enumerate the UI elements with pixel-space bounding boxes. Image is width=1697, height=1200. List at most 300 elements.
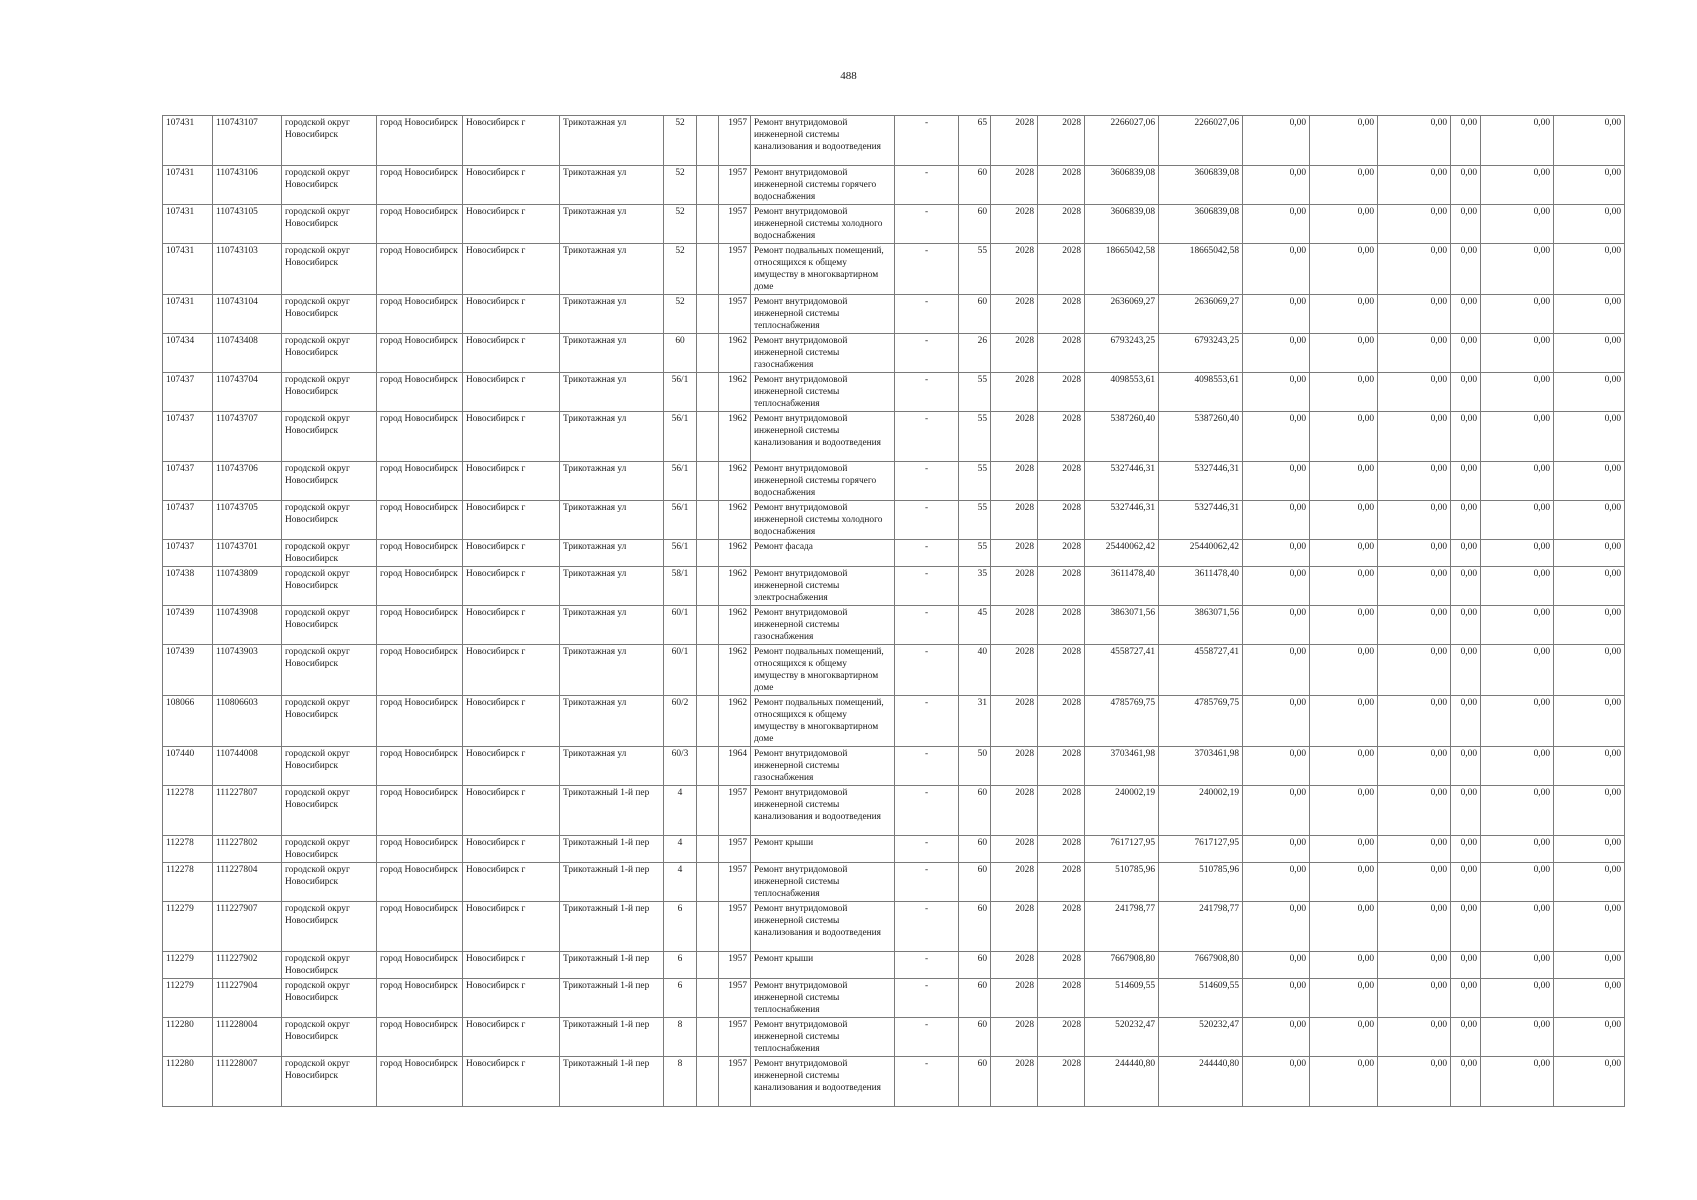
- cell-cost-regional: 0,00: [1310, 116, 1378, 166]
- cell-year-built: 1957: [719, 902, 751, 952]
- cell-not-applicable: -: [895, 696, 959, 747]
- cell-house-id: 112279: [163, 902, 213, 952]
- cell-cost-federal: 0,00: [1243, 1057, 1310, 1107]
- cell-total-cost: 2636069,27: [1085, 295, 1159, 334]
- cell-wear-percent: 60: [959, 166, 991, 205]
- cell-cost-other: 0,00: [1451, 836, 1481, 863]
- cell-cost-federal: 0,00: [1243, 501, 1310, 540]
- cell-cost-other: 0,00: [1451, 244, 1481, 295]
- cell-cost-owners: 0,00: [1481, 863, 1554, 902]
- cell-cost-other: 0,00: [1451, 606, 1481, 645]
- cell-wear-percent: 60: [959, 863, 991, 902]
- cell-house-number: 56/1: [664, 540, 697, 567]
- cell-cost-federal: 0,00: [1243, 166, 1310, 205]
- cell-not-applicable: -: [895, 567, 959, 606]
- cell-cost-local: 0,00: [1378, 462, 1451, 501]
- cell-house-number: 8: [664, 1018, 697, 1057]
- cell-street: Трикотажная ул: [560, 606, 664, 645]
- cell-total-cost: 520232,47: [1085, 1018, 1159, 1057]
- cell-street: Трикотажная ул: [560, 295, 664, 334]
- cell-cost-fund: 7617127,95: [1159, 836, 1243, 863]
- cell-wear-percent: 55: [959, 501, 991, 540]
- cell-work-type: Ремонт фасада: [751, 540, 895, 567]
- cell-settlement: город Новосибирск: [377, 606, 463, 645]
- cell-building: [697, 696, 719, 747]
- cell-work-id: 110743706: [213, 462, 282, 501]
- repair-program-table: [162, 115, 1625, 1107]
- cell-year-built: 1962: [719, 645, 751, 696]
- table-row: [163, 747, 1625, 786]
- cell-house-number: 58/1: [664, 567, 697, 606]
- cell-cost-federal: 0,00: [1243, 116, 1310, 166]
- cell-plan-year-end: 2028: [1038, 205, 1085, 244]
- cell-cost-federal: 0,00: [1243, 645, 1310, 696]
- cell-not-applicable: -: [895, 462, 959, 501]
- cell-not-applicable: -: [895, 1018, 959, 1057]
- cell-not-applicable: -: [895, 373, 959, 412]
- cell-house-number: 4: [664, 863, 697, 902]
- cell-work-id: 111227904: [213, 979, 282, 1018]
- cell-municipality: городской округ Новосибирск: [282, 863, 377, 902]
- cell-work-id: 110743104: [213, 295, 282, 334]
- cell-cost-fund: 3863071,56: [1159, 606, 1243, 645]
- cell-cost-regional: 0,00: [1310, 295, 1378, 334]
- cell-building: [697, 747, 719, 786]
- cell-cost-local: 0,00: [1378, 540, 1451, 567]
- cell-settlement: город Новосибирск: [377, 567, 463, 606]
- cell-plan-year-start: 2028: [991, 295, 1038, 334]
- cell-building: [697, 786, 719, 836]
- cell-cost-federal: 0,00: [1243, 540, 1310, 567]
- cell-cost-extra: 0,00: [1554, 295, 1625, 334]
- table-row: [163, 863, 1625, 902]
- table-row: [163, 606, 1625, 645]
- cell-not-applicable: -: [895, 244, 959, 295]
- cell-cost-other: 0,00: [1451, 116, 1481, 166]
- cell-house-number: 60/3: [664, 747, 697, 786]
- cell-house-id: 108066: [163, 696, 213, 747]
- cell-building: [697, 295, 719, 334]
- cell-house-number: 56/1: [664, 412, 697, 462]
- cell-municipality: городской округ Новосибирск: [282, 902, 377, 952]
- cell-settlement: город Новосибирск: [377, 1018, 463, 1057]
- cell-plan-year-end: 2028: [1038, 606, 1085, 645]
- cell-settlement: город Новосибирск: [377, 1057, 463, 1107]
- cell-cost-fund: 514609,55: [1159, 979, 1243, 1018]
- table-row: [163, 166, 1625, 205]
- cell-plan-year-start: 2028: [991, 747, 1038, 786]
- cell-work-id: 111228004: [213, 1018, 282, 1057]
- cell-house-number: 52: [664, 116, 697, 166]
- cell-locality: Новосибирск г: [463, 786, 560, 836]
- cell-cost-extra: 0,00: [1554, 836, 1625, 863]
- cell-cost-fund: 244440,80: [1159, 1057, 1243, 1107]
- cell-locality: Новосибирск г: [463, 412, 560, 462]
- cell-settlement: город Новосибирск: [377, 696, 463, 747]
- cell-house-id: 107437: [163, 462, 213, 501]
- cell-work-id: 110806603: [213, 696, 282, 747]
- cell-cost-fund: 3611478,40: [1159, 567, 1243, 606]
- cell-locality: Новосибирск г: [463, 166, 560, 205]
- cell-building: [697, 606, 719, 645]
- cell-settlement: город Новосибирск: [377, 205, 463, 244]
- cell-cost-local: 0,00: [1378, 606, 1451, 645]
- cell-plan-year-start: 2028: [991, 645, 1038, 696]
- cell-house-id: 107439: [163, 645, 213, 696]
- table-row: [163, 567, 1625, 606]
- cell-house-number: 60/1: [664, 645, 697, 696]
- cell-house-id: 112278: [163, 786, 213, 836]
- cell-municipality: городской округ Новосибирск: [282, 116, 377, 166]
- cell-street: Трикотажный 1-й пер: [560, 836, 664, 863]
- cell-locality: Новосибирск г: [463, 696, 560, 747]
- cell-not-applicable: -: [895, 205, 959, 244]
- cell-plan-year-start: 2028: [991, 462, 1038, 501]
- cell-cost-owners: 0,00: [1481, 606, 1554, 645]
- cell-work-id: 110743408: [213, 334, 282, 373]
- cell-cost-other: 0,00: [1451, 412, 1481, 462]
- cell-wear-percent: 60: [959, 1018, 991, 1057]
- cell-cost-federal: 0,00: [1243, 786, 1310, 836]
- cell-work-id: 111228007: [213, 1057, 282, 1107]
- cell-cost-regional: 0,00: [1310, 540, 1378, 567]
- cell-locality: Новосибирск г: [463, 205, 560, 244]
- table-row: [163, 786, 1625, 836]
- cell-house-id: 107437: [163, 373, 213, 412]
- table-body: [163, 116, 1625, 1107]
- cell-work-id: 111227807: [213, 786, 282, 836]
- table-row: [163, 116, 1625, 166]
- cell-cost-fund: 5327446,31: [1159, 462, 1243, 501]
- cell-total-cost: 3611478,40: [1085, 567, 1159, 606]
- cell-cost-other: 0,00: [1451, 462, 1481, 501]
- cell-cost-extra: 0,00: [1554, 747, 1625, 786]
- cell-municipality: городской округ Новосибирск: [282, 786, 377, 836]
- cell-plan-year-end: 2028: [1038, 540, 1085, 567]
- cell-locality: Новосибирск г: [463, 244, 560, 295]
- cell-street: Трикотажная ул: [560, 116, 664, 166]
- cell-cost-extra: 0,00: [1554, 244, 1625, 295]
- cell-total-cost: 3606839,08: [1085, 205, 1159, 244]
- cell-cost-regional: 0,00: [1310, 205, 1378, 244]
- cell-cost-local: 0,00: [1378, 1057, 1451, 1107]
- cell-settlement: город Новосибирск: [377, 952, 463, 979]
- cell-cost-extra: 0,00: [1554, 205, 1625, 244]
- cell-cost-local: 0,00: [1378, 979, 1451, 1018]
- cell-plan-year-end: 2028: [1038, 244, 1085, 295]
- cell-work-type: Ремонт внутридомовой инженерной системы канализования и водоотведения: [751, 786, 895, 836]
- cell-settlement: город Новосибирск: [377, 786, 463, 836]
- cell-house-number: 6: [664, 952, 697, 979]
- cell-work-type: Ремонт внутридомовой инженерной системы теплоснабжения: [751, 979, 895, 1018]
- cell-locality: Новосибирск г: [463, 334, 560, 373]
- cell-cost-owners: 0,00: [1481, 786, 1554, 836]
- cell-work-type: Ремонт внутридомовой инженерной системы горячего водоснабжения: [751, 462, 895, 501]
- cell-cost-local: 0,00: [1378, 1018, 1451, 1057]
- cell-street: Трикотажная ул: [560, 540, 664, 567]
- cell-settlement: город Новосибирск: [377, 244, 463, 295]
- cell-cost-fund: 6793243,25: [1159, 334, 1243, 373]
- cell-cost-owners: 0,00: [1481, 295, 1554, 334]
- cell-work-id: 111227804: [213, 863, 282, 902]
- cell-total-cost: 240002,19: [1085, 786, 1159, 836]
- cell-cost-extra: 0,00: [1554, 166, 1625, 205]
- cell-settlement: город Новосибирск: [377, 501, 463, 540]
- cell-total-cost: 244440,80: [1085, 1057, 1159, 1107]
- cell-cost-fund: 241798,77: [1159, 902, 1243, 952]
- cell-building: [697, 166, 719, 205]
- cell-cost-federal: 0,00: [1243, 747, 1310, 786]
- cell-year-built: 1962: [719, 334, 751, 373]
- cell-plan-year-end: 2028: [1038, 1018, 1085, 1057]
- cell-building: [697, 334, 719, 373]
- cell-cost-extra: 0,00: [1554, 645, 1625, 696]
- cell-work-id: 110743107: [213, 116, 282, 166]
- cell-not-applicable: -: [895, 902, 959, 952]
- cell-cost-fund: 240002,19: [1159, 786, 1243, 836]
- cell-total-cost: 4558727,41: [1085, 645, 1159, 696]
- cell-cost-other: 0,00: [1451, 1018, 1481, 1057]
- cell-cost-extra: 0,00: [1554, 1018, 1625, 1057]
- cell-plan-year-end: 2028: [1038, 747, 1085, 786]
- cell-not-applicable: -: [895, 952, 959, 979]
- cell-plan-year-start: 2028: [991, 501, 1038, 540]
- cell-year-built: 1962: [719, 462, 751, 501]
- cell-cost-federal: 0,00: [1243, 295, 1310, 334]
- table-row: [163, 334, 1625, 373]
- cell-building: [697, 462, 719, 501]
- cell-house-number: 52: [664, 295, 697, 334]
- cell-house-number: 52: [664, 166, 697, 205]
- cell-street: Трикотажный 1-й пер: [560, 1057, 664, 1107]
- cell-plan-year-start: 2028: [991, 1057, 1038, 1107]
- cell-plan-year-end: 2028: [1038, 567, 1085, 606]
- cell-not-applicable: -: [895, 501, 959, 540]
- cell-cost-extra: 0,00: [1554, 501, 1625, 540]
- cell-cost-regional: 0,00: [1310, 567, 1378, 606]
- cell-cost-fund: 3703461,98: [1159, 747, 1243, 786]
- cell-cost-owners: 0,00: [1481, 979, 1554, 1018]
- cell-not-applicable: -: [895, 116, 959, 166]
- cell-wear-percent: 60: [959, 295, 991, 334]
- cell-plan-year-start: 2028: [991, 863, 1038, 902]
- cell-cost-other: 0,00: [1451, 696, 1481, 747]
- cell-total-cost: 510785,96: [1085, 863, 1159, 902]
- cell-house-id: 107434: [163, 334, 213, 373]
- cell-work-type: Ремонт внутридомовой инженерной системы канализования и водоотведения: [751, 116, 895, 166]
- cell-street: Трикотажный 1-й пер: [560, 1018, 664, 1057]
- cell-year-built: 1962: [719, 540, 751, 567]
- cell-cost-other: 0,00: [1451, 786, 1481, 836]
- cell-building: [697, 412, 719, 462]
- cell-cost-owners: 0,00: [1481, 373, 1554, 412]
- cell-cost-regional: 0,00: [1310, 902, 1378, 952]
- cell-cost-owners: 0,00: [1481, 501, 1554, 540]
- cell-plan-year-end: 2028: [1038, 696, 1085, 747]
- cell-year-built: 1957: [719, 116, 751, 166]
- table-row: [163, 1018, 1625, 1057]
- cell-year-built: 1957: [719, 244, 751, 295]
- cell-cost-federal: 0,00: [1243, 412, 1310, 462]
- cell-street: Трикотажная ул: [560, 747, 664, 786]
- cell-settlement: город Новосибирск: [377, 295, 463, 334]
- cell-street: Трикотажная ул: [560, 205, 664, 244]
- cell-plan-year-start: 2028: [991, 786, 1038, 836]
- cell-wear-percent: 65: [959, 116, 991, 166]
- cell-plan-year-start: 2028: [991, 696, 1038, 747]
- cell-plan-year-end: 2028: [1038, 166, 1085, 205]
- table-row: [163, 540, 1625, 567]
- cell-work-type: Ремонт внутридомовой инженерной системы холодного водоснабжения: [751, 205, 895, 244]
- cell-building: [697, 1057, 719, 1107]
- cell-cost-owners: 0,00: [1481, 567, 1554, 606]
- cell-wear-percent: 55: [959, 373, 991, 412]
- cell-cost-owners: 0,00: [1481, 462, 1554, 501]
- cell-locality: Новосибирск г: [463, 606, 560, 645]
- cell-municipality: городской округ Новосибирск: [282, 696, 377, 747]
- cell-cost-regional: 0,00: [1310, 863, 1378, 902]
- cell-municipality: городской округ Новосибирск: [282, 747, 377, 786]
- cell-cost-other: 0,00: [1451, 205, 1481, 244]
- cell-cost-fund: 3606839,08: [1159, 166, 1243, 205]
- cell-cost-fund: 5387260,40: [1159, 412, 1243, 462]
- cell-plan-year-start: 2028: [991, 334, 1038, 373]
- cell-wear-percent: 50: [959, 747, 991, 786]
- cell-work-type: Ремонт внутридомовой инженерной системы холодного водоснабжения: [751, 501, 895, 540]
- cell-cost-federal: 0,00: [1243, 979, 1310, 1018]
- cell-total-cost: 7617127,95: [1085, 836, 1159, 863]
- cell-cost-owners: 0,00: [1481, 902, 1554, 952]
- cell-wear-percent: 60: [959, 786, 991, 836]
- cell-work-type: Ремонт внутридомовой инженерной системы теплоснабжения: [751, 373, 895, 412]
- cell-not-applicable: -: [895, 166, 959, 205]
- page-number: 488: [840, 70, 857, 82]
- cell-cost-extra: 0,00: [1554, 902, 1625, 952]
- cell-work-type: Ремонт внутридомовой инженерной системы горячего водоснабжения: [751, 166, 895, 205]
- cell-cost-other: 0,00: [1451, 501, 1481, 540]
- cell-locality: Новосибирск г: [463, 645, 560, 696]
- cell-work-type: Ремонт внутридомовой инженерной системы теплоснабжения: [751, 863, 895, 902]
- cell-house-number: 56/1: [664, 373, 697, 412]
- cell-street: Трикотажная ул: [560, 696, 664, 747]
- cell-wear-percent: 60: [959, 1057, 991, 1107]
- cell-building: [697, 540, 719, 567]
- cell-house-id: 107431: [163, 205, 213, 244]
- cell-plan-year-start: 2028: [991, 373, 1038, 412]
- cell-work-id: 110743809: [213, 567, 282, 606]
- cell-street: Трикотажная ул: [560, 501, 664, 540]
- cell-cost-extra: 0,00: [1554, 1057, 1625, 1107]
- cell-cost-local: 0,00: [1378, 334, 1451, 373]
- cell-plan-year-start: 2028: [991, 205, 1038, 244]
- cell-house-id: 107437: [163, 412, 213, 462]
- cell-street: Трикотажная ул: [560, 412, 664, 462]
- cell-cost-other: 0,00: [1451, 166, 1481, 205]
- cell-cost-federal: 0,00: [1243, 244, 1310, 295]
- cell-year-built: 1962: [719, 606, 751, 645]
- cell-plan-year-end: 2028: [1038, 462, 1085, 501]
- table-row: [163, 205, 1625, 244]
- table-row: [163, 645, 1625, 696]
- cell-work-type: Ремонт внутридомовой инженерной системы теплоснабжения: [751, 295, 895, 334]
- cell-cost-regional: 0,00: [1310, 373, 1378, 412]
- cell-cost-local: 0,00: [1378, 205, 1451, 244]
- cell-year-built: 1957: [719, 205, 751, 244]
- cell-cost-fund: 4558727,41: [1159, 645, 1243, 696]
- cell-plan-year-start: 2028: [991, 540, 1038, 567]
- cell-house-number: 60: [664, 334, 697, 373]
- cell-building: [697, 979, 719, 1018]
- cell-plan-year-start: 2028: [991, 166, 1038, 205]
- cell-plan-year-end: 2028: [1038, 412, 1085, 462]
- cell-cost-owners: 0,00: [1481, 645, 1554, 696]
- cell-house-id: 107431: [163, 295, 213, 334]
- cell-municipality: городской округ Новосибирск: [282, 979, 377, 1018]
- cell-cost-owners: 0,00: [1481, 334, 1554, 373]
- cell-not-applicable: -: [895, 1057, 959, 1107]
- cell-house-id: 112278: [163, 836, 213, 863]
- cell-cost-extra: 0,00: [1554, 462, 1625, 501]
- cell-total-cost: 5387260,40: [1085, 412, 1159, 462]
- cell-cost-local: 0,00: [1378, 373, 1451, 412]
- cell-wear-percent: 31: [959, 696, 991, 747]
- cell-municipality: городской округ Новосибирск: [282, 540, 377, 567]
- cell-work-type: Ремонт внутридомовой инженерной системы канализования и водоотведения: [751, 1057, 895, 1107]
- cell-year-built: 1957: [719, 1057, 751, 1107]
- cell-work-type: Ремонт внутридомовой инженерной системы канализования и водоотведения: [751, 902, 895, 952]
- cell-cost-extra: 0,00: [1554, 116, 1625, 166]
- cell-street: Трикотажная ул: [560, 244, 664, 295]
- cell-building: [697, 205, 719, 244]
- cell-total-cost: 4098553,61: [1085, 373, 1159, 412]
- cell-total-cost: 2266027,06: [1085, 116, 1159, 166]
- cell-cost-fund: 7667908,80: [1159, 952, 1243, 979]
- cell-not-applicable: -: [895, 979, 959, 1018]
- cell-work-type: Ремонт внутридомовой инженерной системы газоснабжения: [751, 747, 895, 786]
- cell-house-number: 6: [664, 902, 697, 952]
- cell-cost-regional: 0,00: [1310, 244, 1378, 295]
- cell-locality: Новосибирск г: [463, 863, 560, 902]
- cell-house-id: 107439: [163, 606, 213, 645]
- cell-cost-local: 0,00: [1378, 786, 1451, 836]
- table-row: [163, 412, 1625, 462]
- cell-house-id: 107431: [163, 116, 213, 166]
- cell-cost-federal: 0,00: [1243, 696, 1310, 747]
- cell-building: [697, 116, 719, 166]
- cell-municipality: городской округ Новосибирск: [282, 606, 377, 645]
- cell-locality: Новосибирск г: [463, 952, 560, 979]
- cell-cost-other: 0,00: [1451, 540, 1481, 567]
- cell-locality: Новосибирск г: [463, 373, 560, 412]
- cell-cost-local: 0,00: [1378, 902, 1451, 952]
- cell-cost-federal: 0,00: [1243, 836, 1310, 863]
- cell-wear-percent: 60: [959, 979, 991, 1018]
- cell-total-cost: 5327446,31: [1085, 462, 1159, 501]
- cell-cost-local: 0,00: [1378, 952, 1451, 979]
- cell-plan-year-end: 2028: [1038, 501, 1085, 540]
- cell-total-cost: 3703461,98: [1085, 747, 1159, 786]
- cell-not-applicable: -: [895, 836, 959, 863]
- cell-settlement: город Новосибирск: [377, 979, 463, 1018]
- cell-cost-regional: 0,00: [1310, 786, 1378, 836]
- cell-cost-other: 0,00: [1451, 902, 1481, 952]
- cell-work-type: Ремонт крыши: [751, 952, 895, 979]
- cell-cost-local: 0,00: [1378, 166, 1451, 205]
- cell-cost-fund: 2636069,27: [1159, 295, 1243, 334]
- cell-cost-local: 0,00: [1378, 295, 1451, 334]
- cell-cost-owners: 0,00: [1481, 205, 1554, 244]
- cell-cost-federal: 0,00: [1243, 952, 1310, 979]
